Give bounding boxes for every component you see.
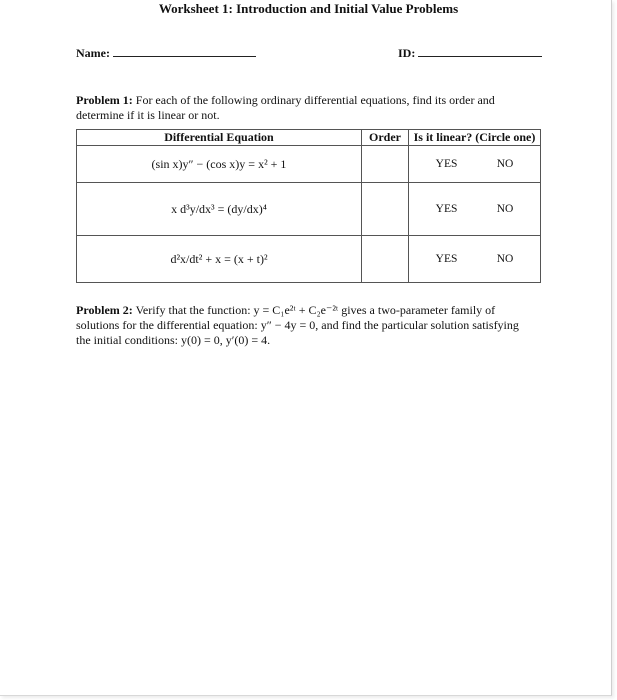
header-linear: Is it linear? (Circle one) <box>409 130 541 146</box>
yes-option[interactable]: YES <box>435 203 458 215</box>
table-row <box>77 183 541 236</box>
id-blank-line <box>418 46 542 57</box>
order-cell[interactable] <box>362 183 409 236</box>
yes-option[interactable]: YES <box>435 253 458 265</box>
problem-1-text: For each of the following ordinary differential equations, find its order and determine if it is linear or not. <box>76 93 495 122</box>
table-header-row <box>77 130 541 146</box>
name-field <box>76 46 256 61</box>
problem-1 <box>76 93 536 123</box>
no-option[interactable]: NO <box>496 158 514 170</box>
order-cell[interactable] <box>362 146 409 183</box>
id-label: ID: <box>398 46 416 60</box>
problem-1-label: Problem 1: <box>76 93 133 107</box>
order-cell[interactable] <box>362 236 409 283</box>
problem-2-text: Verify that the function: y = C₁e²ᵗ + C₂e⁻²ᵗ gives a two-parameter family of solutions for the differential equation: y″ − 4y = 0, and find the particular solution satisfying the initial conditions: y(0) = 0, y′(0) = 4. <box>76 303 519 347</box>
header-order: Order <box>362 130 409 146</box>
equation-table <box>76 129 541 283</box>
header-equation: Differential Equation <box>77 130 362 146</box>
linear-cell <box>409 236 541 283</box>
id-field <box>398 46 542 61</box>
equation-cell: x d³y/dx³ = (dy/dx)⁴ <box>77 183 362 236</box>
yes-option[interactable]: YES <box>435 158 458 170</box>
linear-cell <box>409 146 541 183</box>
equation-cell: (sin x)y″ − (cos x)y = x² + 1 <box>77 146 362 183</box>
name-label: Name: <box>76 46 110 60</box>
worksheet-title: Worksheet 1: Introduction and Initial Value Problems <box>158 1 459 16</box>
table-row <box>77 146 541 183</box>
no-option[interactable]: NO <box>496 253 514 265</box>
problem-2-label: Problem 2: <box>76 303 133 317</box>
name-blank-line <box>113 46 256 57</box>
problem-2 <box>76 303 536 348</box>
linear-cell <box>409 183 541 236</box>
table-row <box>77 236 541 283</box>
equation-cell: d²x/dt² + x = (x + t)² <box>77 236 362 283</box>
no-option[interactable]: NO <box>496 203 514 215</box>
